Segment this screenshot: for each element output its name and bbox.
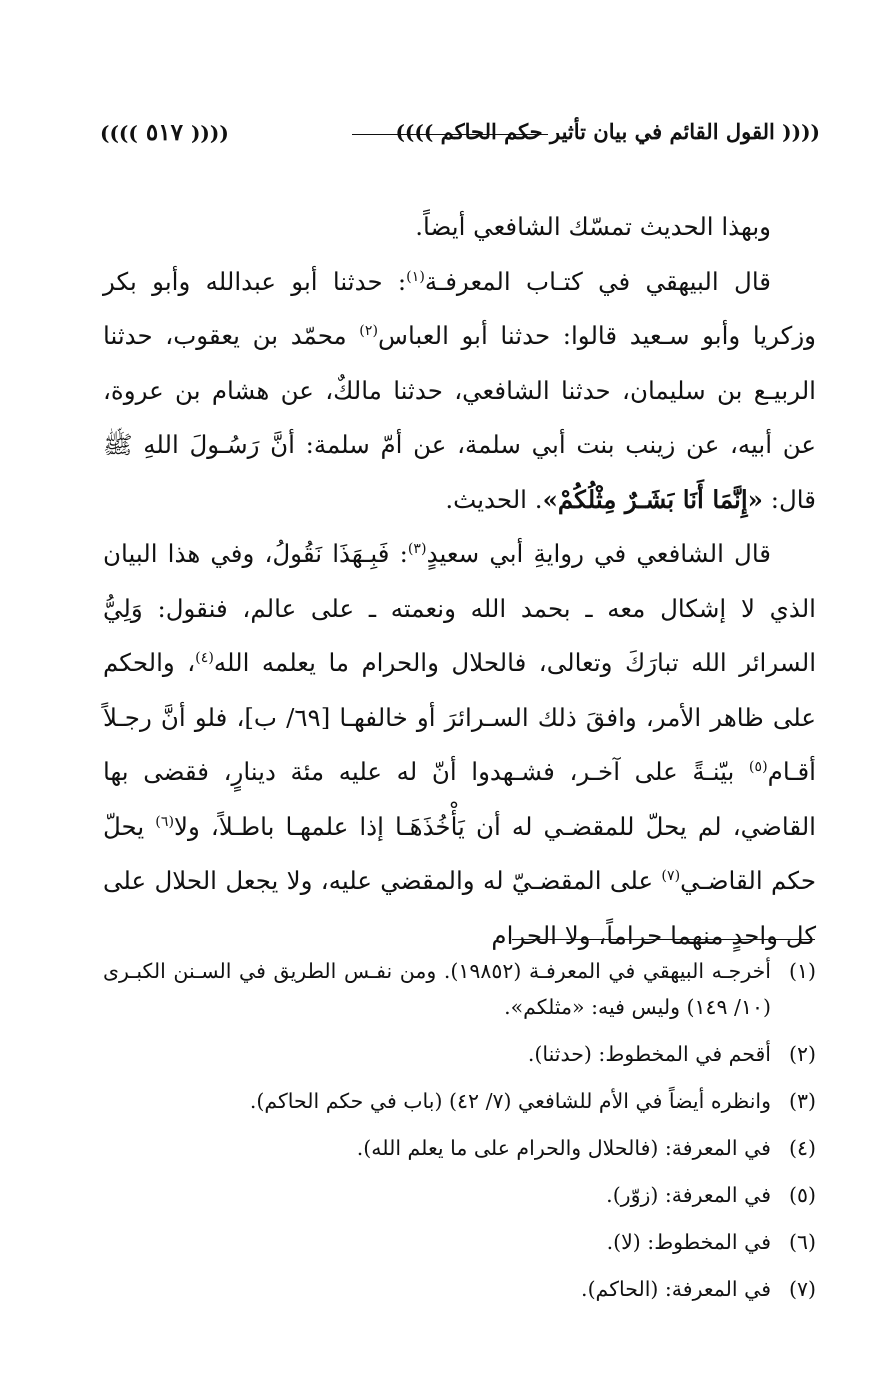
footnote-number: (٣) xyxy=(788,1089,816,1113)
footnote-text: أقحم في المخطوط: (حدثنا). xyxy=(527,1042,771,1066)
footnote xyxy=(103,1224,816,1260)
hadith-quote: «إِنَّمَا أَنَا بَشَـرٌ مِثْلُكُمْ» xyxy=(542,484,763,514)
body-text: قال الشافعي في روايةِ أبي سعيدٍ xyxy=(426,539,771,568)
body-text: بيّنـةً على آخـر، فشـهدوا أنّ له عليه مئة دينارٍ، فقضى بها القاضي، لم يحلّ للمقضـي له أن يَأْخُذَهَـا إذا علمهـا باطـلاً، ولا xyxy=(103,757,816,841)
body-text: : فَبِـهَذَا نَقُولُ، وفي هذا البيان الذي لا إشكال معه ـ بحمد الله ونعمته ـ على عالم، فنقول: وَلِيُّ السرائر الله تبارَكَ وتعالى، فالحلال والحرام ما يعلمه الله xyxy=(103,539,816,677)
main-text xyxy=(103,200,816,963)
page-number-group xyxy=(100,119,229,146)
footnote xyxy=(103,1036,816,1072)
body-paragraph xyxy=(103,200,816,255)
running-title-group xyxy=(395,119,820,144)
footnote-number: (٧) xyxy=(788,1277,816,1301)
body-text: على المقضـيّ له والمقضي عليه، ولا يجعل الحلال على كل واحدٍ منهما حراماً، ولا الحرام xyxy=(103,866,816,950)
footnote-reference: (١) xyxy=(406,268,425,285)
footnotes xyxy=(103,953,816,1318)
footnote xyxy=(103,1130,816,1166)
body-paragraph xyxy=(103,255,816,528)
body-text: وبهذا الحديث تمسّك الشافعي أيضاً. xyxy=(415,212,771,241)
footnote-text: في المعرفة: (الحاكم). xyxy=(581,1277,771,1301)
footnote-reference: (٥) xyxy=(748,758,768,775)
footnote-separator xyxy=(512,939,815,940)
footnote-reference: (٦) xyxy=(155,813,175,830)
body-text: ، والحكم على ظاهر الأمر، وافقَ ذلك السـرائرَ أو خالفهـا [٦٩/ ب]، فلو أنَّ رجـلاً أقـام xyxy=(103,648,816,786)
footnote xyxy=(103,953,816,1025)
page-number: ٥١٧ xyxy=(145,119,183,146)
ornament-right-icon: )))) xyxy=(100,121,138,145)
running-title: القول القائم في بيان تأثير حكم الحاكم xyxy=(440,119,775,144)
footnote-text: في المخطوط: (لا). xyxy=(606,1230,771,1254)
footnote xyxy=(103,1083,816,1119)
running-header xyxy=(100,113,820,157)
footnote-reference: (٣) xyxy=(407,540,427,557)
title-ornament-right-icon: )))) xyxy=(395,120,434,144)
body-text: : حدثنا أبو عبدالله وأبو بكر وزكريا وأبو سـعيد قالوا: حدثنا أبو العباس xyxy=(103,266,816,350)
footnote-number: (٢) xyxy=(788,1042,816,1066)
footnote-reference: (٢) xyxy=(359,322,379,339)
footnote-reference: (٧) xyxy=(661,867,681,884)
body-text: محمّد بن يعقوب، حدثنا الربيـع بن سليمان، حدثنا الشافعي، حدثنا مالكٌ، عن هشام بن عروة، عن أبيه، عن زينب بنت أبي سلمة، عن أمّ سلمة: أنَّ رَسُـولَ اللهِ ﷺ قال: xyxy=(103,321,816,514)
ornament-left-icon: (((( xyxy=(190,121,229,145)
footnote xyxy=(103,1271,816,1307)
footnote-number: (١) xyxy=(788,959,816,983)
body-text: قال البيهقي في كتـاب المعرفـة xyxy=(424,266,771,296)
footnote-number: (٤) xyxy=(788,1136,816,1160)
footnote xyxy=(103,1177,816,1213)
body-paragraph xyxy=(103,527,816,963)
footnote-number: (٥) xyxy=(788,1183,816,1207)
footnote-reference: (٤) xyxy=(195,649,214,666)
body-text: . الحديث. xyxy=(445,484,543,514)
title-ornament-left-icon: (((( xyxy=(782,120,820,144)
footnote-number: (٦) xyxy=(788,1230,816,1254)
footnote-text: في المعرفة: (زوّر). xyxy=(606,1183,771,1207)
footnote-text: في المعرفة: (فالحلال والحرام على ما يعلم الله). xyxy=(356,1136,771,1160)
body-text: يحلّ حكم القاضـي xyxy=(103,811,816,895)
footnote-text: أخرجـه البيهقي في المعرفـة (١٩٨٥٢). ومن نفـس الطريق في السـنن الكبـرى (١٠/ ١٤٩) وليس فيه: «مثلكم». xyxy=(103,959,771,1019)
footnote-text: وانظره أيضاً في الأم للشافعي (٧/ ٤٢) (باب في حكم الحاكم). xyxy=(249,1089,771,1113)
